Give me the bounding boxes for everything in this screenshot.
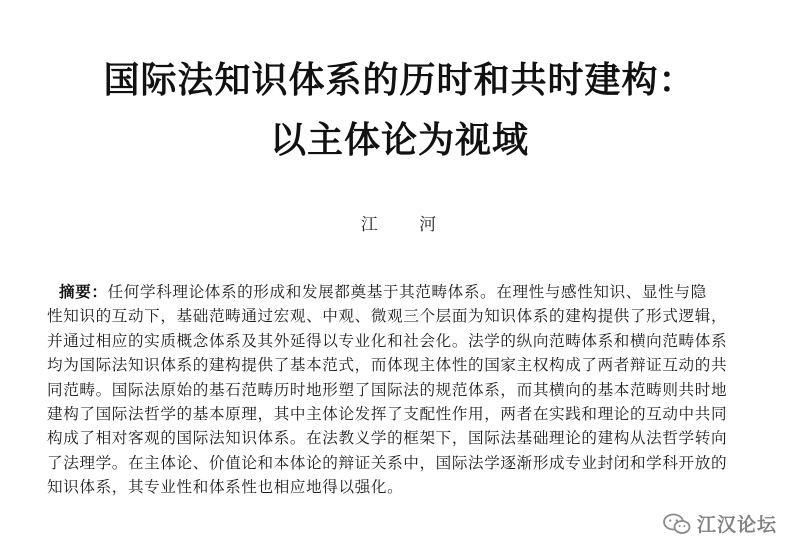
paper-title-line-1: 国际法知识体系的历时和共时建构： <box>103 60 696 101</box>
abstract <box>47 280 769 500</box>
abstract-line-text: 任何学科理论体系的形成和发展都奠基于其范畴体系。在理性与感性知识、显性与隐 <box>107 283 707 301</box>
author-name: 江 河 <box>360 215 455 235</box>
abstract-line: 性知识的互动下，基础范畴通过宏观、中观、微观三个层面为知识体系的建构提供了形式逻辑， <box>47 307 728 326</box>
abstract-line: 同范畴。国际法原始的基石范畴历时地形塑了国际法的规范体系，而其横向的基本范畴则共时地 <box>47 380 728 399</box>
abstract-line: 并通过相应的实质概念体系及其外延得以专业化和社会化。法学的纵向范畴体系和横向范畴体系 <box>47 331 728 350</box>
abstract-line: 建构了国际法哲学的基本原理，其中主体论发挥了支配性作用，两者在实践和理论的互动中共同 <box>47 404 728 423</box>
abstract-line: 了法理学。在主体论、价值论和本体论的辩证关系中，国际法学逐渐形成专业封闭和学科开放的 <box>47 453 728 472</box>
watermark <box>663 510 777 537</box>
abstract-line: 知识体系，其专业性和体系性也相应地得以强化。 <box>47 478 404 497</box>
paper-title-line-2: 以主体论为视域 <box>269 120 529 161</box>
watermark-text: 江汉论坛 <box>696 514 777 536</box>
abstract-line: 构成了相对客观的国际法知识体系。在法教义学的框架下，国际法基础理论的建构从法哲学转向 <box>47 429 728 448</box>
wechat-icon <box>663 513 691 535</box>
abstract-line: 均为国际法知识体系的建构提供了基本范式，而体现主体性的国家主权构成了两者辩证互动的共 <box>47 356 728 375</box>
abstract-line <box>47 280 769 304</box>
abstract-label: 摘要： <box>59 283 108 301</box>
